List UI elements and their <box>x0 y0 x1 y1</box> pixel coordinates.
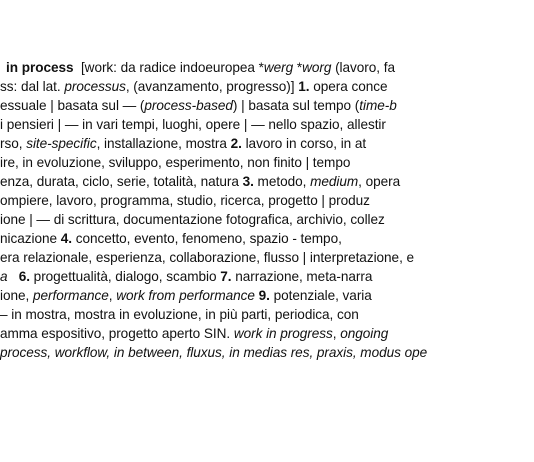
entry-line <box>0 79 387 95</box>
entry-line <box>0 288 372 304</box>
entry-text: progettualità, dialogo, scambio <box>29 269 221 284</box>
sense-number: 1. <box>298 79 310 94</box>
entry-line <box>0 174 400 190</box>
entry-text: , opera <box>358 174 401 189</box>
entry-text: ione | — di scrittura, documentazione fotografica, archivio, collez <box>0 212 385 227</box>
entry-line <box>0 155 350 171</box>
entry-text: , installazione, mostra <box>96 136 231 151</box>
entry-text: , (avanzamento, progresso)] <box>125 79 299 94</box>
sense-number: 3. <box>242 174 254 189</box>
entry-text: , <box>332 326 341 341</box>
entry-line <box>0 326 388 342</box>
italic-term: medium <box>310 174 359 189</box>
italic-term: work from performance <box>116 288 255 303</box>
italic-term: ongoing <box>340 326 389 341</box>
italic-term: site-specific <box>26 136 97 151</box>
entry-line <box>0 193 370 209</box>
italic-term: process-based <box>144 98 233 113</box>
entry-text <box>8 269 19 284</box>
entry-text: lavoro in corso, in at <box>241 136 367 151</box>
entry-text: ire, in evoluzione, sviluppo, esperimento, non finito | tempo <box>0 155 351 170</box>
entry-line <box>0 136 366 152</box>
entry-text: * <box>293 60 303 75</box>
italic-term: process, workflow, in between, fluxus, in medias res, praxis, modus ope <box>0 345 428 360</box>
italic-term: performance <box>32 288 109 303</box>
entry-text: – in mostra, mostra in evoluzione, in più parti, periodica, con <box>0 307 359 322</box>
entry-text: potenziale, varia <box>269 288 372 303</box>
sense-number: 9. <box>258 288 270 303</box>
entry-line <box>0 269 372 285</box>
entry-line <box>0 98 397 114</box>
italic-term: werg <box>263 60 294 75</box>
entry-line <box>6 60 395 76</box>
italic-term: time-b <box>359 98 397 113</box>
entry-text: ompiere, lavoro, programma, studio, ricerca, progetto | produz <box>0 193 370 208</box>
entry-text: enza, durata, ciclo, serie, totalità, natura <box>0 174 243 189</box>
italic-term: worg <box>302 60 332 75</box>
entry-text: nicazione <box>0 231 61 246</box>
entry-line <box>0 345 427 361</box>
sense-number: 6. <box>18 269 30 284</box>
entry-line <box>0 307 359 323</box>
entry-text: amma espositivo, progetto aperto SIN. <box>0 326 234 341</box>
entry-text: ione, <box>0 288 33 303</box>
italic-term: processus <box>64 79 126 94</box>
entry-text: [work: da radice indoeuropea * <box>73 60 264 75</box>
entry-text: metodo, <box>253 174 311 189</box>
entry-line <box>0 250 414 266</box>
entry-text: i pensieri | — in vari tempi, luoghi, opere | — nello spazio, allestir <box>0 117 386 132</box>
sense-number: 2. <box>230 136 242 151</box>
entry-text: concetto, evento, fenomeno, spazio - tempo, <box>71 231 342 246</box>
entry-text: ) | basata sul tempo ( <box>232 98 360 113</box>
italic-term: a <box>0 269 8 284</box>
entry-text: , <box>108 288 117 303</box>
entry-text: (lavoro, fa <box>331 60 395 75</box>
headword: in process <box>6 60 74 75</box>
entry-text: essuale | basata sul — ( <box>0 98 145 113</box>
entry-line <box>0 231 342 247</box>
entry-text: ss: dal lat. <box>0 79 65 94</box>
entry-text: narrazione, meta-narra <box>231 269 373 284</box>
sense-number: 4. <box>60 231 72 246</box>
entry-text: rso, <box>0 136 27 151</box>
entry-line <box>0 117 386 133</box>
entry-text: opera conce <box>309 79 388 94</box>
entry-text: era relazionale, esperienza, collaborazione, flusso | interpretazione, e <box>0 250 415 265</box>
sense-number: 7. <box>220 269 232 284</box>
italic-term: work in progress <box>233 326 333 341</box>
entry-line <box>0 212 385 228</box>
